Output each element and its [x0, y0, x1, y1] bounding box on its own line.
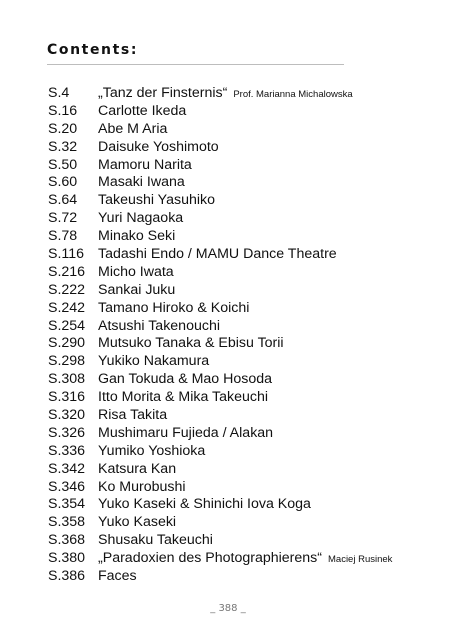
toc-entry — [48, 192, 392, 210]
toc-title: Yuko Kaseki & Shinichi Iova Koga — [98, 496, 311, 513]
toc-author: Prof. Marianna Michalowska — [233, 89, 353, 100]
toc-title: Katsura Kan — [98, 460, 177, 477]
toc-title: „Paradoxien des Photographierens“ — [98, 550, 322, 567]
toc-entry — [48, 514, 392, 532]
toc-title: Masaki Iwana — [98, 174, 185, 191]
toc-page-ref: S.354 — [48, 496, 86, 513]
toc-entry — [48, 335, 392, 353]
toc-page-ref: S.72 — [48, 210, 78, 227]
toc-title: Mamoru Narita — [98, 156, 192, 173]
toc-title: Yumiko Yoshioka — [98, 442, 206, 459]
toc-title: Daisuke Yoshimoto — [98, 138, 219, 155]
toc-entry — [48, 174, 392, 192]
toc-entry — [48, 103, 392, 121]
toc-page-ref: S.316 — [48, 389, 86, 406]
toc-page-ref: S.368 — [48, 532, 86, 549]
toc-title: Yuri Nagaoka — [98, 210, 184, 227]
toc-entry — [48, 461, 392, 479]
toc-page-ref: S.308 — [48, 371, 86, 388]
toc-title: Abe M Aria — [98, 120, 168, 137]
toc-page-ref: S.342 — [48, 460, 86, 477]
toc-page-ref: S.290 — [48, 335, 86, 352]
toc-title: Carlotte Ikeda — [98, 102, 187, 119]
toc-entry — [48, 210, 392, 228]
toc-page-ref: S.326 — [48, 424, 86, 441]
toc-page-ref: S.242 — [48, 299, 86, 316]
toc-title: Sankai Juku — [98, 281, 176, 298]
toc-entry — [48, 228, 392, 246]
toc-title: Minako Seki — [98, 228, 176, 245]
toc-title: Tadashi Endo / MAMU Dance Theatre — [98, 246, 337, 263]
toc-page-ref: S.78 — [48, 228, 78, 245]
toc-title: Mushimaru Fujieda / Alakan — [98, 424, 274, 441]
toc-title: Itto Morita & Mika Takeuchi — [98, 389, 269, 406]
toc-title: Atsushi Takenouchi — [98, 317, 220, 334]
toc-page-ref: S.298 — [48, 353, 86, 370]
toc-title: Shusaku Takeuchi — [98, 532, 213, 549]
toc-page-ref: S.216 — [48, 263, 86, 280]
toc-entry — [48, 389, 392, 407]
toc-title: Yukiko Nakamura — [98, 353, 210, 370]
toc-entry — [48, 496, 392, 514]
toc-page-ref: S.50 — [48, 156, 78, 173]
toc-page-ref: S.60 — [48, 174, 78, 191]
toc-page-ref: S.222 — [48, 281, 86, 298]
toc-entry — [48, 371, 392, 389]
toc-title: Risa Takita — [98, 407, 168, 424]
toc-page-ref: S.380 — [48, 550, 86, 567]
toc-page-ref: S.320 — [48, 407, 86, 424]
toc-entry — [48, 532, 392, 550]
heading-rule — [47, 64, 344, 65]
toc-title: „Tanz der Finsternis“ — [98, 85, 228, 101]
toc-entry — [48, 407, 392, 425]
toc-title: Takeushi Yasuhiko — [98, 192, 215, 209]
toc-title: Micho Iwata — [98, 263, 174, 280]
toc-page-ref: S.20 — [48, 120, 78, 137]
toc-page-ref: S.346 — [48, 478, 86, 495]
toc-page-ref: S.386 — [48, 568, 86, 585]
toc-page-ref: S.254 — [48, 317, 86, 334]
contents-heading: Contents: — [47, 42, 139, 58]
toc-entry — [48, 139, 392, 157]
toc-title: Faces — [98, 568, 137, 585]
toc-title: Mutsuko Tanaka & Ebisu Torii — [98, 335, 284, 352]
toc-page-ref: S.358 — [48, 514, 86, 531]
toc-page-ref: S.336 — [48, 442, 86, 459]
toc-entry — [48, 264, 392, 282]
toc-entry — [48, 443, 392, 461]
toc-author: Maciej Rusinek — [328, 554, 393, 566]
toc-entry — [48, 85, 392, 103]
toc-page-ref: S.32 — [48, 138, 78, 155]
toc-page-ref: S.4 — [48, 85, 70, 101]
toc-entry — [48, 282, 392, 300]
toc-entry — [48, 568, 392, 586]
toc-title: Ko Murobushi — [98, 478, 186, 495]
toc-entry — [48, 479, 392, 497]
toc-title: Tamano Hiroko & Koichi — [98, 299, 250, 316]
toc-entry — [48, 157, 392, 175]
toc-entry — [48, 425, 392, 443]
toc-entry — [48, 353, 392, 371]
toc-entry — [48, 300, 392, 318]
toc-page-ref: S.16 — [48, 102, 78, 119]
toc-entry — [48, 121, 392, 139]
toc-entry — [48, 246, 392, 264]
toc-entry — [48, 550, 392, 568]
toc-title: Yuko Kaseki — [98, 514, 177, 531]
page-number: _ 388 _ — [210, 603, 246, 614]
table-of-contents — [48, 85, 392, 586]
toc-page-ref: S.64 — [48, 192, 78, 209]
toc-page-ref: S.116 — [48, 246, 85, 263]
toc-title: Gan Tokuda & Mao Hosoda — [98, 371, 273, 388]
toc-entry — [48, 318, 392, 336]
